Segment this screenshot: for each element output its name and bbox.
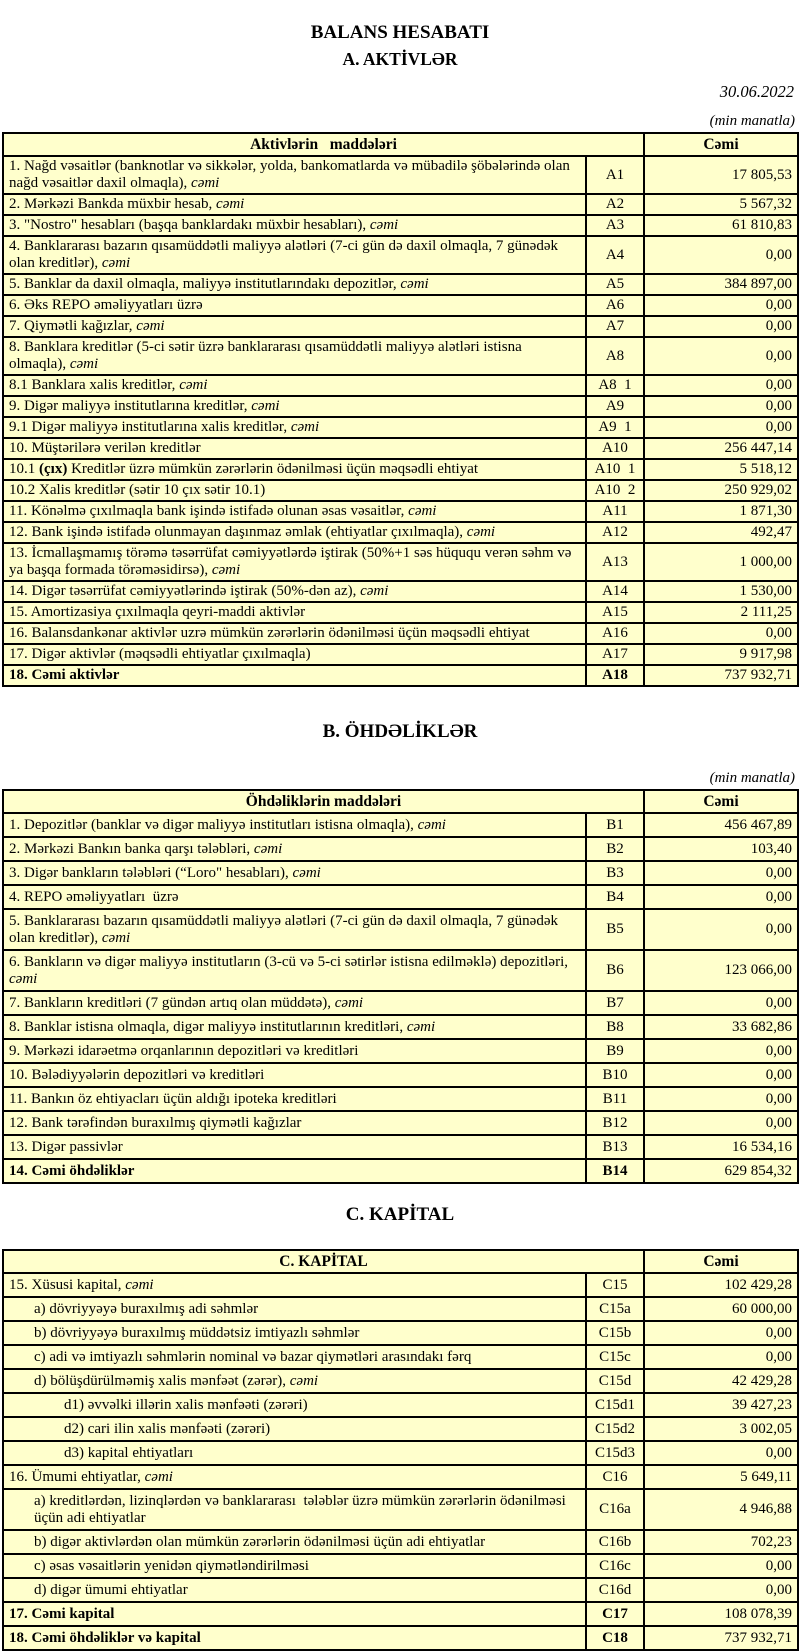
row-label: 1. Depozitlər (banklar və digər maliyyə institutları istisna olmaqla), cəmi <box>3 813 586 837</box>
table-row <box>3 1626 798 1650</box>
table-row <box>3 274 798 295</box>
row-value: 0,00 <box>644 295 798 316</box>
row-value: 0,00 <box>644 1087 798 1111</box>
row-value: 702,23 <box>644 1530 798 1554</box>
row-code: B13 <box>586 1135 644 1159</box>
row-label: d1) əvvəlki illərin xalis mənfəəti (zərəri) <box>3 1393 586 1417</box>
total-column-header: Cəmi <box>644 1250 798 1273</box>
row-value: 0,00 <box>644 1441 798 1465</box>
row-code: A3 <box>586 215 644 236</box>
row-label: 8.1 Banklara xalis kreditlər, cəmi <box>3 375 586 396</box>
row-code: C16d <box>586 1578 644 1602</box>
row-value: 0,00 <box>644 1321 798 1345</box>
row-code: B14 <box>586 1159 644 1183</box>
row-code: B1 <box>586 813 644 837</box>
row-code: A14 <box>586 581 644 602</box>
row-value: 629 854,32 <box>644 1159 798 1183</box>
items-column-header: Aktivlərin maddələri <box>3 133 644 156</box>
row-label: 3. Digər bankların tələbləri (“Loro" hesabları), cəmi <box>3 861 586 885</box>
row-value: 0,00 <box>644 375 798 396</box>
row-value: 61 810,83 <box>644 215 798 236</box>
row-value: 0,00 <box>644 337 798 375</box>
row-code: C15 <box>586 1273 644 1297</box>
row-code: A18 <box>586 665 644 686</box>
row-code: B7 <box>586 991 644 1015</box>
row-value: 384 897,00 <box>644 274 798 295</box>
table-row <box>3 837 798 861</box>
section-b-heading: B. ÖHDƏLİKLƏR <box>322 721 478 742</box>
row-value: 0,00 <box>644 623 798 644</box>
table-row <box>3 1273 798 1297</box>
table-row <box>3 813 798 837</box>
row-value: 103,40 <box>644 837 798 861</box>
table-row <box>3 1159 798 1183</box>
table-row <box>3 1321 798 1345</box>
row-label: 9. Digər maliyyə institutlarına kreditlər, cəmi <box>3 396 586 417</box>
items-column-header: Öhdəliklərin maddələri <box>3 790 644 813</box>
row-value: 0,00 <box>644 1578 798 1602</box>
report-date: 30.06.2022 <box>719 82 794 101</box>
row-value: 0,00 <box>644 1063 798 1087</box>
row-label: 12. Bank tərəfindən buraxılmış qiymətli kağızlar <box>3 1111 586 1135</box>
row-label: a) kreditlərdən, lizinqlərdən və banklararası tələblər üzrə mümkün zərərlərin ödənilməsi üçün adi ehtiyatlar <box>3 1489 586 1530</box>
table-row <box>3 1015 798 1039</box>
row-code: A10 1 <box>586 459 644 480</box>
row-code: C18 <box>586 1626 644 1650</box>
row-label: 16. Ümumi ehtiyatlar, cəmi <box>3 1465 586 1489</box>
table-row <box>3 665 798 686</box>
row-code: C15d1 <box>586 1393 644 1417</box>
row-code: A9 <box>586 396 644 417</box>
unit-note-b: (min manatla) <box>709 770 795 786</box>
table-row <box>3 1554 798 1578</box>
row-label: 14. Cəmi öhdəliklər <box>3 1159 586 1183</box>
row-label: 8. Banklara kreditlər (5-ci sətir üzrə banklararası qısamüddətli maliyyə alətləri istisna olmaqla), cəmi <box>3 337 586 375</box>
capital-table <box>2 1249 799 1651</box>
row-code: A10 <box>586 438 644 459</box>
row-label: 9.1 Digər maliyyə institutlarına xalis kreditlər, cəmi <box>3 417 586 438</box>
table-row <box>3 522 798 543</box>
row-value: 0,00 <box>644 991 798 1015</box>
table-row <box>3 1063 798 1087</box>
row-label: 13. İcmallaşmamış törəmə təsərrüfat cəmiyyətlərdə iştirak (50%+1 səs hüququ verən səhm və ya başqa formada törəməsidirsə), cəmi <box>3 543 586 581</box>
row-label: 18. Cəmi aktivlər <box>3 665 586 686</box>
row-label: 10.2 Xalis kreditlər (sətir 10 çıx sətir 10.1) <box>3 480 586 501</box>
items-column-header: C. KAPİTAL <box>3 1250 644 1273</box>
table-row <box>3 417 798 438</box>
row-code: B9 <box>586 1039 644 1063</box>
section-c-heading: C. KAPİTAL <box>345 1204 455 1225</box>
total-column-header: Cəmi <box>644 133 798 156</box>
table-row <box>3 1465 798 1489</box>
row-value: 737 932,71 <box>644 665 798 686</box>
row-label: 11. Könəlmə çıxılmaqla bank işində istifadə olunan əsas vəsaitlər, cəmi <box>3 501 586 522</box>
table-row <box>3 1602 798 1626</box>
row-value: 0,00 <box>644 909 798 950</box>
row-value: 0,00 <box>644 1554 798 1578</box>
table-row <box>3 375 798 396</box>
row-value: 0,00 <box>644 861 798 885</box>
row-code: C15b <box>586 1321 644 1345</box>
row-value: 2 111,25 <box>644 602 798 623</box>
row-value: 737 932,71 <box>644 1626 798 1650</box>
row-label: d) digər ümumi ehtiyatlar <box>3 1578 586 1602</box>
row-code: B10 <box>586 1063 644 1087</box>
row-label: 12. Bank işində istifadə olunmayan daşınmaz əmlak (ehtiyatlar çıxılmaqla), cəmi <box>3 522 586 543</box>
row-value: 16 534,16 <box>644 1135 798 1159</box>
row-value: 0,00 <box>644 236 798 274</box>
row-code: A4 <box>586 236 644 274</box>
row-code: A8 <box>586 337 644 375</box>
row-value: 492,47 <box>644 522 798 543</box>
row-label: 17. Digər aktivlər (məqsədli ehtiyatlar çıxılmaqla) <box>3 644 586 665</box>
assets-table-header-row <box>3 133 798 156</box>
row-label: c) əsas vəsaitlərin yenidən qiymətləndirilməsi <box>3 1554 586 1578</box>
row-value: 123 066,00 <box>644 950 798 991</box>
document-title: BALANS HESABATI <box>310 22 490 43</box>
row-label: 2. Mərkəzi Bankın banka qarşı tələbləri, cəmi <box>3 837 586 861</box>
row-value: 5 518,12 <box>644 459 798 480</box>
row-value: 0,00 <box>644 417 798 438</box>
row-label: 4. REPO əməliyyatları üzrə <box>3 885 586 909</box>
row-label: 15. Amortizasiya çıxılmaqla qeyri-maddi aktivlər <box>3 602 586 623</box>
row-label: 15. Xüsusi kapital, cəmi <box>3 1273 586 1297</box>
table-row <box>3 623 798 644</box>
row-label: c) adi və imtiyazlı səhmlərin nominal və bazar qiymətləri arasındakı fərq <box>3 1345 586 1369</box>
row-value: 0,00 <box>644 885 798 909</box>
table-row <box>3 1111 798 1135</box>
row-value: 42 429,28 <box>644 1369 798 1393</box>
row-code: C17 <box>586 1602 644 1626</box>
row-label: 5. Banklar da daxil olmaqla, maliyyə institutlarındakı depozitlər, cəmi <box>3 274 586 295</box>
row-label: 17. Cəmi kapital <box>3 1602 586 1626</box>
row-label: 18. Cəmi öhdəliklər və kapital <box>3 1626 586 1650</box>
row-value: 4 946,88 <box>644 1489 798 1530</box>
row-value: 33 682,86 <box>644 1015 798 1039</box>
row-code: C15c <box>586 1345 644 1369</box>
unit-note-a: (min manatla) <box>709 113 795 129</box>
row-label: 8. Banklar istisna olmaqla, digər maliyyə institutlarının kreditləri, cəmi <box>3 1015 586 1039</box>
row-code: A5 <box>586 274 644 295</box>
liabilities-table-header-row <box>3 790 798 813</box>
row-label: 13. Digər passivlər <box>3 1135 586 1159</box>
assets-table <box>2 132 799 687</box>
row-label: b) dövriyyəyə buraxılmış müddətsiz imtiyazlı səhmlər <box>3 1321 586 1345</box>
table-row <box>3 459 798 480</box>
row-code: A13 <box>586 543 644 581</box>
row-code: A8 1 <box>586 375 644 396</box>
row-label: d) bölüşdürülməmiş xalis mənfəət (zərər), cəmi <box>3 1369 586 1393</box>
row-value: 1 000,00 <box>644 543 798 581</box>
row-label: 10.1 (çıx) Kreditlər üzrə mümkün zərərlərin ödənilməsi üçün məqsədli ehtiyat <box>3 459 586 480</box>
table-row <box>3 1441 798 1465</box>
table-row <box>3 602 798 623</box>
table-row <box>3 581 798 602</box>
table-row <box>3 1039 798 1063</box>
row-value: 5 567,32 <box>644 194 798 215</box>
row-value: 456 467,89 <box>644 813 798 837</box>
row-label: a) dövriyyəyə buraxılmış adi səhmlər <box>3 1297 586 1321</box>
row-label: 9. Mərkəzi idarəetmə orqanlarının depozitləri və kreditləri <box>3 1039 586 1063</box>
row-value: 0,00 <box>644 1111 798 1135</box>
row-code: B4 <box>586 885 644 909</box>
table-row <box>3 156 798 194</box>
section-a-title: A. AKTİVLƏR <box>342 49 458 69</box>
row-label: 10. Bələdiyyələrin depozitləri və kreditləri <box>3 1063 586 1087</box>
row-code: A2 <box>586 194 644 215</box>
row-code: B8 <box>586 1015 644 1039</box>
row-value: 0,00 <box>644 316 798 337</box>
row-code: C15d <box>586 1369 644 1393</box>
row-code: B2 <box>586 837 644 861</box>
row-label: 6. Bankların və digər maliyyə institutların (3-cü və 5-ci sətirlər istisna edilməklə) depozitləri, cəmi <box>3 950 586 991</box>
row-value: 39 427,23 <box>644 1393 798 1417</box>
table-row <box>3 1087 798 1111</box>
row-label: 14. Digər təsərrüfat cəmiyyətlərində iştirak (50%-dən az), cəmi <box>3 581 586 602</box>
row-code: A9 1 <box>586 417 644 438</box>
table-row <box>3 316 798 337</box>
table-row <box>3 337 798 375</box>
table-row <box>3 1393 798 1417</box>
table-row <box>3 1417 798 1441</box>
row-value: 0,00 <box>644 1345 798 1369</box>
row-label: 16. Balansdankənar aktivlər uzrə mümkün zərərlərin ödənilməsi üçün məqsədli ehtiyat <box>3 623 586 644</box>
row-label: 7. Bankların kreditləri (7 gündən artıq olan müddətə), cəmi <box>3 991 586 1015</box>
table-row <box>3 991 798 1015</box>
row-code: C15a <box>586 1297 644 1321</box>
row-value: 9 917,98 <box>644 644 798 665</box>
table-row <box>3 1530 798 1554</box>
row-code: B11 <box>586 1087 644 1111</box>
row-code: B12 <box>586 1111 644 1135</box>
row-code: C16b <box>586 1530 644 1554</box>
row-code: C16a <box>586 1489 644 1530</box>
row-value: 256 447,14 <box>644 438 798 459</box>
table-row <box>3 885 798 909</box>
table-row <box>3 950 798 991</box>
table-row <box>3 194 798 215</box>
row-label: 11. Bankın öz ehtiyacları üçün aldığı ipoteka kreditləri <box>3 1087 586 1111</box>
row-code: A16 <box>586 623 644 644</box>
table-row <box>3 861 798 885</box>
row-label: 7. Qiymətli kağızlar, cəmi <box>3 316 586 337</box>
table-row <box>3 1297 798 1321</box>
liabilities-table <box>2 789 799 1184</box>
row-code: B6 <box>586 950 644 991</box>
row-label: 6. Əks REPO əməliyyatları üzrə <box>3 295 586 316</box>
table-row <box>3 396 798 417</box>
table-row <box>3 543 798 581</box>
row-label: 10. Müştərilərə verilən kreditlər <box>3 438 586 459</box>
total-column-header: Cəmi <box>644 790 798 813</box>
row-code: A17 <box>586 644 644 665</box>
table-row <box>3 215 798 236</box>
row-value: 60 000,00 <box>644 1297 798 1321</box>
table-row <box>3 438 798 459</box>
row-code: C16 <box>586 1465 644 1489</box>
table-row <box>3 1369 798 1393</box>
row-code: B3 <box>586 861 644 885</box>
row-value: 0,00 <box>644 396 798 417</box>
table-row <box>3 501 798 522</box>
row-code: A10 2 <box>586 480 644 501</box>
row-code: C15d3 <box>586 1441 644 1465</box>
row-label: d2) cari ilin xalis mənfəəti (zərəri) <box>3 1417 586 1441</box>
row-code: A7 <box>586 316 644 337</box>
table-row <box>3 1345 798 1369</box>
row-value: 102 429,28 <box>644 1273 798 1297</box>
row-label: 5. Banklararası bazarın qısamüddətli maliyyə alətləri (7-ci gün də daxil olmaqla, 7 günədək olan kreditlər), cəmi <box>3 909 586 950</box>
table-row <box>3 295 798 316</box>
row-code: C15d2 <box>586 1417 644 1441</box>
row-code: A6 <box>586 295 644 316</box>
row-value: 250 929,02 <box>644 480 798 501</box>
table-row <box>3 644 798 665</box>
row-code: B5 <box>586 909 644 950</box>
row-code: A12 <box>586 522 644 543</box>
row-value: 108 078,39 <box>644 1602 798 1626</box>
row-label: b) digər aktivlərdən olan mümkün zərərlərin ödənilməsi üçün adi ehtiyatlar <box>3 1530 586 1554</box>
row-label: d3) kapital ehtiyatları <box>3 1441 586 1465</box>
table-row <box>3 1489 798 1530</box>
row-code: A15 <box>586 602 644 623</box>
row-code: A1 <box>586 156 644 194</box>
row-value: 5 649,11 <box>644 1465 798 1489</box>
row-value: 1 530,00 <box>644 581 798 602</box>
spacer <box>0 1225 800 1249</box>
table-row <box>3 1578 798 1602</box>
table-row <box>3 236 798 274</box>
table-row <box>3 480 798 501</box>
row-value: 1 871,30 <box>644 501 798 522</box>
table-row <box>3 909 798 950</box>
row-value: 0,00 <box>644 1039 798 1063</box>
row-label: 2. Mərkəzi Bankda müxbir hesab, cəmi <box>3 194 586 215</box>
row-value: 17 805,53 <box>644 156 798 194</box>
row-label: 4. Banklararası bazarın qısamüddətli maliyyə alətləri (7-ci gün də daxil olmaqla, 7 günədək olan kreditlər), cəmi <box>3 236 586 274</box>
row-code: C16c <box>586 1554 644 1578</box>
capital-table-header-row <box>3 1250 798 1273</box>
table-row <box>3 1135 798 1159</box>
row-label: 1. Nağd vəsaitlər (banknotlar və sikkələr, yolda, bankomatlarda və mübadilə şöbələrində olan nağd vəsaitlər daxil olmaqla), cəmi <box>3 156 586 194</box>
row-value: 3 002,05 <box>644 1417 798 1441</box>
row-label: 3. "Nostro" hesabları (başqa banklardakı müxbir hesabları), cəmi <box>3 215 586 236</box>
row-code: A11 <box>586 501 644 522</box>
